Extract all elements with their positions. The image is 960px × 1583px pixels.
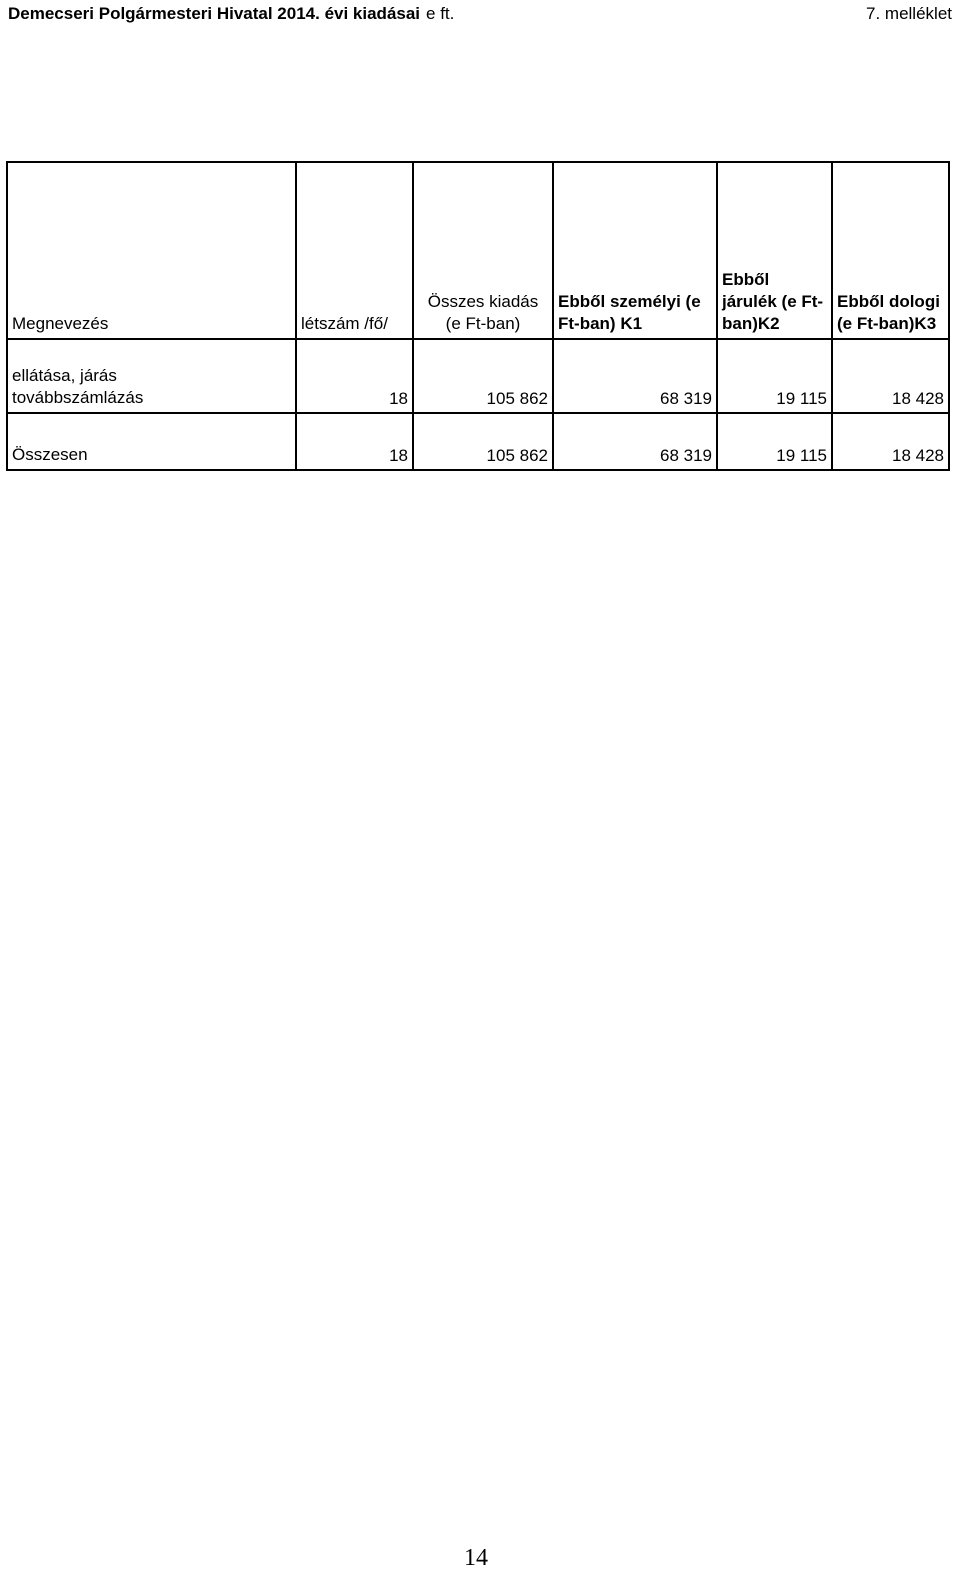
row-material: 18 428 bbox=[832, 339, 949, 413]
row-name-cell bbox=[7, 339, 296, 413]
row-name-line: ellátása, járás bbox=[12, 366, 117, 385]
row-headcount: 18 bbox=[296, 339, 413, 413]
table-row bbox=[7, 339, 949, 413]
header-row bbox=[7, 162, 949, 339]
annex-label: 7. melléklet bbox=[866, 4, 952, 23]
total-label: Összesen bbox=[7, 413, 296, 470]
page-number: 14 bbox=[464, 1545, 488, 1571]
col-header-total: Összes kiadás (e Ft-ban) bbox=[413, 162, 553, 339]
row-total: 105 862 bbox=[413, 339, 553, 413]
col-header-headcount: létszám /fő/ bbox=[296, 162, 413, 339]
row-personal: 68 319 bbox=[553, 339, 717, 413]
col-header-contrib: Ebből járulék (e Ft-ban)K2 bbox=[717, 162, 832, 339]
col-header-name: Megnevezés bbox=[7, 162, 296, 339]
total-contrib: 19 115 bbox=[717, 413, 832, 470]
total-material: 18 428 bbox=[832, 413, 949, 470]
total-headcount: 18 bbox=[296, 413, 413, 470]
total-total: 105 862 bbox=[413, 413, 553, 470]
unit-label: e ft. bbox=[426, 4, 455, 23]
row-name-line: továbbszámlázás bbox=[12, 388, 144, 407]
total-row bbox=[7, 413, 949, 470]
row-contrib: 19 115 bbox=[717, 339, 832, 413]
col-header-personal: Ebből személyi (e Ft-ban) K1 bbox=[553, 162, 717, 339]
total-personal: 68 319 bbox=[553, 413, 717, 470]
expenses-table bbox=[6, 161, 950, 471]
col-header-material: Ebből dologi (e Ft-ban)K3 bbox=[832, 162, 949, 339]
title-text: Demecseri Polgármesteri Hivatal 2014. évi kiadásai bbox=[8, 4, 421, 23]
page-title bbox=[8, 4, 454, 24]
